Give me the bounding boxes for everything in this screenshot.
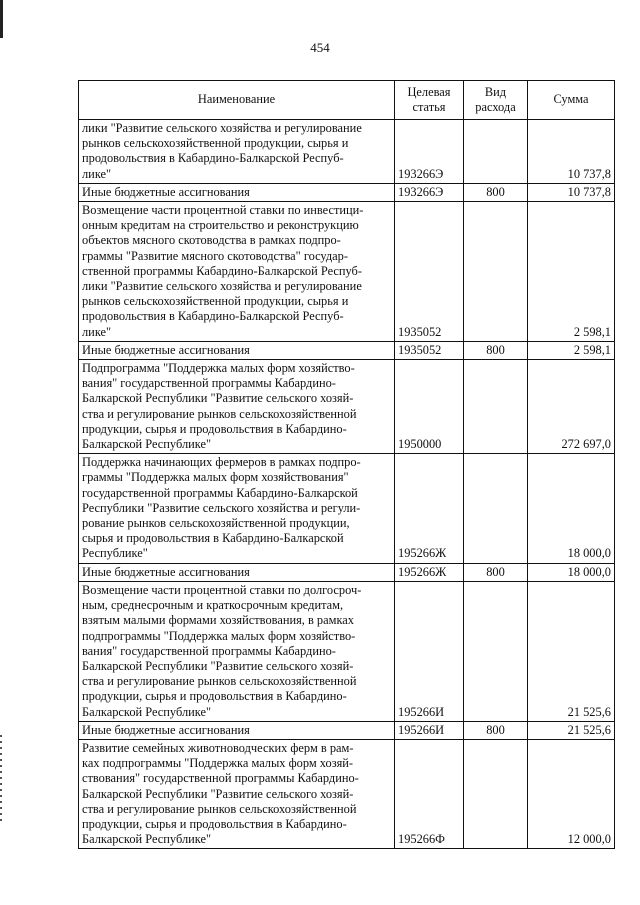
row-sum-cell: 10 737,8 bbox=[528, 183, 615, 201]
row-type-cell bbox=[464, 360, 528, 454]
row-type-cell: 800 bbox=[464, 563, 528, 581]
table-body bbox=[79, 120, 615, 849]
page-number: 454 bbox=[310, 40, 330, 55]
table-row bbox=[79, 581, 615, 721]
table-row bbox=[79, 341, 615, 359]
row-sum-cell: 272 697,0 bbox=[528, 360, 615, 454]
row-sum-cell: 10 737,8 bbox=[528, 120, 615, 184]
row-code-cell: 1935052 bbox=[395, 341, 464, 359]
row-name-cell: Поддержка начинающих фермеров в рамках подпро- граммы "Поддержка малых форм хозяйствования" государственной программы Кабардино-Балкарской Республики "Развитие сельского хозяйства и регули- рование рынков сельскохозяйственной продукции, сырья и продовольствия в Кабардино-Балкарской Республике" bbox=[79, 454, 395, 563]
row-type-cell: 800 bbox=[464, 341, 528, 359]
row-code-cell: 193266Э bbox=[395, 120, 464, 184]
row-type-cell bbox=[464, 454, 528, 563]
row-sum-cell: 21 525,6 bbox=[528, 581, 615, 721]
row-code-cell: 1950000 bbox=[395, 360, 464, 454]
table-row bbox=[79, 120, 615, 184]
row-name-cell: Иные бюджетные ассигнования bbox=[79, 183, 395, 201]
row-type-cell: 800 bbox=[464, 721, 528, 739]
row-type-cell bbox=[464, 120, 528, 184]
table-row bbox=[79, 360, 615, 454]
scan-edge-dots bbox=[0, 735, 2, 825]
row-name-cell: Иные бюджетные ассигнования bbox=[79, 721, 395, 739]
table-row bbox=[79, 563, 615, 581]
row-sum-cell: 2 598,1 bbox=[528, 341, 615, 359]
row-name-cell: Развитие семейных животноводческих ферм в рам- ках подпрограммы "Поддержка малых форм хозяй- ствования" государственной программы Кабардино- Балкарской Республики "Развитие сельского хозяй- ства и регулирование рынков сельскохозяйственной продукции, сырья и продовольствия в Кабардино- Балкарской Республике" bbox=[79, 739, 395, 848]
table-row bbox=[79, 454, 615, 563]
header-type: Вид расхода bbox=[464, 81, 528, 120]
budget-table bbox=[78, 80, 615, 849]
row-type-cell bbox=[464, 739, 528, 848]
row-code-cell: 193266Э bbox=[395, 183, 464, 201]
table-header-row bbox=[79, 81, 615, 120]
row-sum-cell: 18 000,0 bbox=[528, 454, 615, 563]
table-row bbox=[79, 739, 615, 848]
row-code-cell: 195266И bbox=[395, 721, 464, 739]
row-code-cell: 1935052 bbox=[395, 202, 464, 342]
row-sum-cell: 18 000,0 bbox=[528, 563, 615, 581]
table-row bbox=[79, 721, 615, 739]
header-name: Наименование bbox=[79, 81, 395, 120]
row-code-cell: 195266Ф bbox=[395, 739, 464, 848]
row-sum-cell: 2 598,1 bbox=[528, 202, 615, 342]
row-sum-cell: 12 000,0 bbox=[528, 739, 615, 848]
row-name-cell: Иные бюджетные ассигнования bbox=[79, 341, 395, 359]
row-code-cell: 195266Ж bbox=[395, 563, 464, 581]
table-row bbox=[79, 202, 615, 342]
row-type-cell bbox=[464, 581, 528, 721]
table-row bbox=[79, 183, 615, 201]
row-name-cell: Иные бюджетные ассигнования bbox=[79, 563, 395, 581]
header-code: Целевая статья bbox=[395, 81, 464, 120]
row-name-cell: Возмещение части процентной ставки по долгосроч- ным, среднесрочным и краткосрочным кредитам, взятым малыми формами хозяйствования, в рамках подпрограммы "Поддержка малых форм хозяйство- вания" государственной программы Кабардино- Балкарской Республики "Развитие сельского хозяй- ства и регулирование рынков сельскохозяйственной продукции, сырья и продовольствия в Кабардино- Балкарской Республике" bbox=[79, 581, 395, 721]
row-name-cell: Подпрограмма "Поддержка малых форм хозяйство- вания" государственной программы Кабардино- Балкарской Республики "Развитие сельского хозяй- ства и регулирование рынков сельскохозяйственной продукции, сырья и продовольствия в Кабардино- Балкарской Республике" bbox=[79, 360, 395, 454]
row-type-cell: 800 bbox=[464, 183, 528, 201]
row-name-cell: лики "Развитие сельского хозяйства и регулирование рынков сельскохозяйственной продукции, сырья и продовольствия в Кабардино-Балкарской Респуб- лике" bbox=[79, 120, 395, 184]
row-type-cell bbox=[464, 202, 528, 342]
scan-edge-mark bbox=[0, 0, 3, 38]
row-sum-cell: 21 525,6 bbox=[528, 721, 615, 739]
row-code-cell: 195266Ж bbox=[395, 454, 464, 563]
header-sum: Сумма bbox=[528, 81, 615, 120]
row-name-cell: Возмещение части процентной ставки по инвестици- онным кредитам на строительство и реконструкцию объектов мясного скотоводства в рамках подпро- граммы "Развитие мясного скотоводства" государ- ственной программы Кабардино-Балкарской Респуб- лики "Развитие сельского хозяйства и регулирование рынков сельскохозяйственной продукции, сырья и продовольствия в Кабардино-Балкарской Респуб- лике" bbox=[79, 202, 395, 342]
row-code-cell: 195266И bbox=[395, 581, 464, 721]
